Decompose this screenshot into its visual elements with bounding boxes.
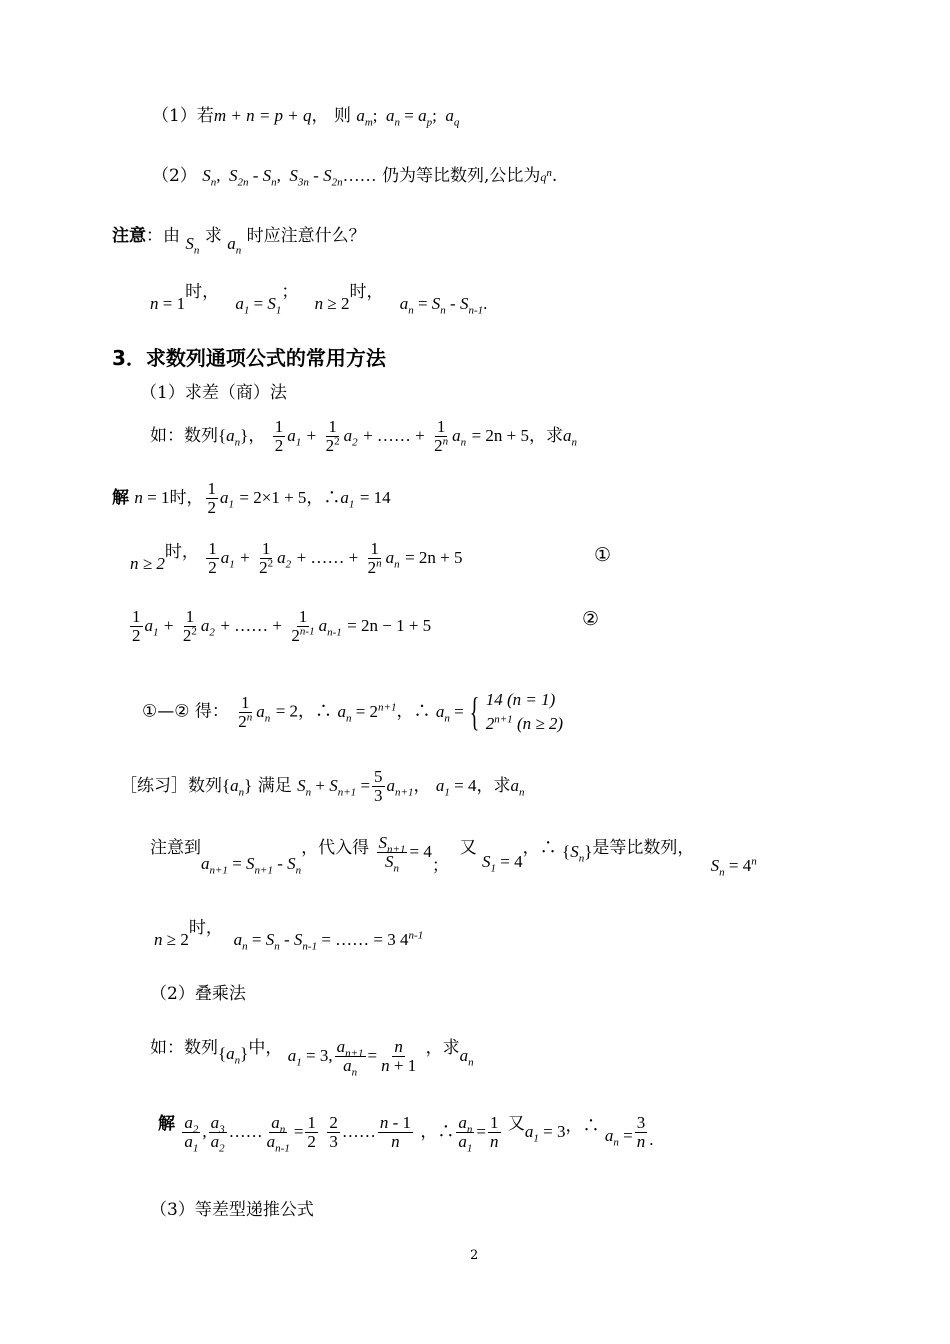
equation-2: $\frac{1}{2}$ $a_1$ + $\frac{1}{2^2}$ $a_2$ + …… + $\frac{1}{2^{n-1}}$ $a_{n-1} = 2n - 1 + 5$ (132, 607, 432, 645)
solution-label: 解 (112, 487, 129, 508)
therefore: ，∴ (522, 837, 557, 858)
derive-lead: ①—② 得： (142, 701, 229, 722)
ask-text: ，求 (529, 425, 563, 446)
a1-value: = 14 (359, 487, 391, 507)
fraction: $\frac{a_n}{a_1}$ (458, 1113, 473, 1155)
fraction: $\frac{5}{3}$ (374, 767, 383, 805)
note-text: 注意到 (150, 837, 201, 858)
fraction: $\frac{1}{2^n}$ (434, 417, 449, 455)
note-text: 时， (349, 282, 384, 302)
practice: ［练习］数列$\{a_n\}$ 满足 $S_n + S_{n+1}$ = $\frac{5}{3}$ $a_{n+1}$， $a_1 = 4$，求$a_n$ (120, 767, 525, 805)
result-formula: $a_m$; $a_n = a_p$; $a_q$ (356, 106, 460, 129)
note-formula-line (150, 282, 488, 317)
line-property-2 (152, 166, 558, 189)
condition-formula: m + n = p + q (213, 106, 312, 125)
equation-rhs: = 2n + 5 (471, 425, 529, 445)
therefore: ，∴ (565, 1115, 600, 1136)
ratio-text: 仍为等比数列,公比为 (381, 166, 541, 186)
item-label: （2） (152, 166, 197, 186)
method-3-title: （3）等差型递推公式 (150, 1200, 314, 1220)
n-eq-1: n = 1 (150, 294, 186, 313)
sequence-brace: $\{a_n\}$ (222, 775, 253, 799)
solution-1: 解 n = 1时， $\frac{1}{2}$ $a_1 = 2\times 1 + 5$，$\therefore a_1 = 14$ (112, 479, 391, 517)
fraction: $\frac{2}{3}$ (329, 1113, 338, 1151)
practice-label: ［练习］数列 (120, 775, 222, 796)
fraction: $\frac{S_{n+1}}{S_n}$ (378, 833, 406, 875)
note-text: ，代入得 (301, 837, 370, 858)
n-ge-2: n ≥ 2 (314, 294, 350, 313)
equation-1: n ≥ 2时， $\frac{1}{2}$ $a_1$ + $\frac{1}{2^2}$ $a_2$ + …… + $\frac{1}{2^n}$ $a_n = 2n + 5$ (130, 539, 463, 577)
equation-1-marker: ① (594, 544, 612, 566)
item-label: （1）若 (152, 106, 214, 126)
note-text: 求 (204, 226, 222, 246)
note-text: ； (281, 282, 299, 302)
note-text: 又 (507, 1113, 525, 1134)
note-text: 时， (185, 282, 220, 302)
sequence-brace: $\{a_n\}$ (218, 1043, 249, 1067)
therefore: ，∴ (396, 701, 431, 722)
fraction: $\frac{a_{n+1}}{a_n}$ (336, 1037, 364, 1079)
fraction: $\frac{n - 1}{n}$ (379, 1113, 411, 1151)
comma: ， (413, 775, 431, 796)
solution-label: 解 (158, 1113, 175, 1134)
fraction: $\frac{1}{2^2}$ (182, 607, 197, 645)
fraction: $\frac{1}{2}$ (207, 479, 216, 517)
equation-2-marker: ② (582, 608, 600, 630)
an-formula: $a_n = S_n - S_{n-1}$. (399, 294, 488, 317)
equation-rhs: = 2n + 5 (405, 547, 463, 567)
line-property-1 (152, 106, 460, 129)
note-text: 时， (188, 918, 223, 938)
solution-2: 解 $\frac{a_2}{a_1}$ , $\frac{a_3}{a_2}$ …… $\frac{a_n}{a_{n-1}}$ = $\frac{1}{2}$ $\frac{2}{3}$ …… $\frac{n - 1}{n}$ ，∴ $\frac{a_n}{a_1}$ = $\frac{1}{n}$ 又$a_1 = 3$，∴ $a_n$ = $\frac{3}{n}$ . (158, 1113, 654, 1155)
fraction: $\frac{1}{n}$ (490, 1113, 499, 1151)
piecewise-cases (486, 688, 563, 736)
equation-rhs: = 2×1 + 5 (239, 487, 307, 507)
example-label: 如：数列 (150, 1037, 218, 1058)
note-text: 时， (169, 487, 204, 508)
an-symbol: $a_n$ (563, 425, 577, 449)
fraction: $\frac{1}{2^n}$ (238, 692, 253, 731)
case-1: 14 (n = 1) (485, 690, 556, 710)
fraction: $\frac{1}{2}$ (208, 539, 217, 577)
cases-brace: { (469, 689, 480, 734)
satisfy-text: 满足 (257, 775, 292, 796)
note-text: 是等比数列， (592, 837, 695, 858)
method-1-title: （1）求差（商）法 (140, 383, 287, 403)
an-symbol: $a_n$ (227, 234, 242, 257)
note-text: 时， (164, 541, 199, 562)
comma: ， (311, 106, 329, 126)
fraction: $\frac{a_n}{a_{n-1}}$ (266, 1113, 290, 1155)
note-line (112, 226, 366, 257)
ratio-value: = 4 (409, 841, 432, 861)
therefore: ，∴ (298, 701, 333, 722)
sum-sequence-formula: $S_n$, $S_{2n} - S_n$, $S_{3n}$ - $S_{2n}\dots\dots$ (202, 166, 377, 189)
fraction: $\frac{3}{n}$ (636, 1113, 646, 1151)
fraction: $\frac{1}{2}$ (132, 607, 141, 645)
comma: ， (248, 425, 266, 446)
example-2: 如：数列$\{a_n\}$中， $a_1 = 3$, $\frac{a_{n+1}}{a_n}$ = $\frac{n}{n + 1}$ ，求$a_n$ (150, 1037, 474, 1079)
then-label: 则 (333, 106, 351, 126)
note-text: 又 (459, 837, 477, 858)
sequence-brace: $\{S_n\}$ (562, 841, 593, 865)
derivation: ①—② 得： $\frac{1}{2^n}$ $a_n = 2$，∴ $a_n = 2^{n+1}$，∴ $a_n$ = { 14 (n = 1) $2^{n+1}$ (n ≥ 2) (142, 689, 564, 734)
note-bold-label: 注意 (112, 226, 146, 246)
period: . (551, 166, 558, 186)
fraction: $\frac{1}{2^2}$ (325, 417, 340, 455)
condition: n ≥ 2 (130, 553, 165, 573)
page-number: 2 (470, 1248, 479, 1263)
ratio-formula: $q^n$ (540, 167, 552, 184)
ask-text: ，求 (476, 775, 511, 796)
sequence-brace: $\{a_n\}$ (218, 425, 249, 449)
example-1: 如：数列$\{a_n\}$， $\frac{1}{2}$ $a_1$ + $\frac{1}{2^2}$ $a_2$ + …… + $\frac{1}{2^n}$ $a_n = 2n + 5$，求$a_n$ (150, 417, 577, 455)
fraction: $\frac{1}{2^{n-1}}$ (291, 607, 315, 645)
semicolon: ； (431, 855, 449, 876)
fraction: $\frac{1}{2}$ (274, 417, 284, 455)
equation-rhs: = 2 (275, 701, 299, 721)
fraction: $\frac{1}{2^2}$ (259, 539, 274, 577)
note-text: 时应注意什么？ (246, 226, 366, 246)
note-text: 中， (248, 1037, 283, 1058)
note-text: ：由 (146, 226, 180, 246)
ask-text: ，求 (425, 1037, 460, 1058)
notice-2: 注意到$a_{n+1} = S_{n+1} - S_n$，代入得 $\frac{S_{n+1}}{S_n}$ = 4； 又 $S_1 = 4$，∴ $\{S_n\}$是等比数列， $S_n = 4^n$ (150, 833, 757, 879)
final-formula: n ≥ 2时， $a_n = S_n - S_{n-1}$ = …… = 3 4$^{n-1}$ (154, 918, 424, 953)
therefore: ，∴ (420, 1121, 455, 1142)
fraction: $\frac{1}{2^n}$ (367, 539, 382, 577)
fraction: $\frac{n}{n + 1}$ (381, 1037, 417, 1075)
example-label: 如：数列 (150, 425, 218, 446)
fraction: $\frac{a_2}{a_1}$ (184, 1113, 199, 1155)
therefore: ，∴ (306, 487, 341, 508)
sn-symbol: $S_n$ (185, 234, 200, 257)
section-title: 3．求数列通项公式的常用方法 (112, 346, 386, 370)
case-2: $2^{n+1}$ (n ≥ 2) (485, 713, 564, 733)
a1-eq-s1: $a_1 = S_1$ (235, 294, 282, 317)
fraction: $\frac{1}{2}$ (307, 1113, 316, 1151)
equation-rhs: = 2n − 1 + 5 (347, 615, 432, 635)
method-2-title: （2）叠乘法 (150, 984, 246, 1004)
fraction: $\frac{a_3}{a_2}$ (210, 1113, 225, 1155)
